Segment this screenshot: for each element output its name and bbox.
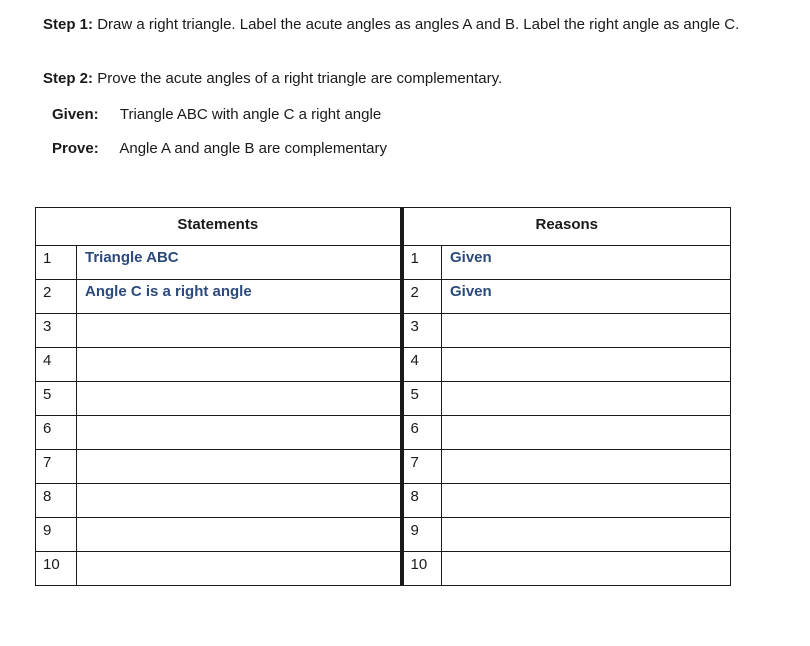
reason-cell[interactable] — [442, 518, 731, 552]
statements-header: Statements — [36, 208, 402, 246]
statement-cell[interactable] — [77, 348, 402, 382]
reason-number: 2 — [402, 280, 442, 314]
reason-cell[interactable] — [442, 382, 731, 416]
given-line — [52, 104, 381, 125]
step2-label: Step 2: — [43, 70, 94, 87]
statement-cell[interactable] — [77, 314, 402, 348]
prove-text: Angle A and angle B are complementary — [119, 140, 388, 157]
reason-cell[interactable] — [442, 314, 731, 348]
reason-number: 6 — [402, 416, 442, 450]
table-row — [36, 382, 731, 416]
reason-cell[interactable] — [442, 348, 731, 382]
statement-cell[interactable] — [77, 484, 402, 518]
step2-text: Prove the acute angles of a right triangle are complementary. — [97, 70, 503, 87]
reasons-header: Reasons — [402, 208, 731, 246]
reason-number: 4 — [402, 348, 442, 382]
statement-cell[interactable] — [77, 450, 402, 484]
proof-table-header-row — [36, 208, 731, 246]
reason-cell[interactable] — [442, 450, 731, 484]
reason-cell[interactable] — [442, 416, 731, 450]
statement-number: 10 — [36, 552, 77, 586]
prove-line — [52, 138, 387, 159]
statement-number: 1 — [36, 246, 77, 280]
reason-number: 8 — [402, 484, 442, 518]
reason-number: 7 — [402, 450, 442, 484]
reason-cell[interactable] — [442, 484, 731, 518]
given-text: Triangle ABC with angle C a right angle — [119, 106, 382, 123]
statement-number: 9 — [36, 518, 77, 552]
reason-number: 3 — [402, 314, 442, 348]
reason-number: 9 — [402, 518, 442, 552]
proof-table-body — [36, 246, 731, 586]
statement-number: 7 — [36, 450, 77, 484]
table-row — [36, 450, 731, 484]
statement-number: 2 — [36, 280, 77, 314]
table-row — [36, 416, 731, 450]
given-label: Given: — [52, 106, 99, 123]
reason-cell[interactable]: Given — [442, 246, 731, 280]
statement-cell[interactable] — [77, 416, 402, 450]
statement-cell[interactable]: Triangle ABC — [77, 246, 402, 280]
prove-label: Prove: — [52, 140, 99, 157]
step1-label: Step 1: — [43, 16, 94, 33]
reason-number: 5 — [402, 382, 442, 416]
table-row — [36, 314, 731, 348]
statement-cell[interactable] — [77, 552, 402, 586]
table-row — [36, 552, 731, 586]
reason-number: 10 — [402, 552, 442, 586]
step1-text: Draw a right triangle. Label the acute angles as angles A and B. Label the right angle as angle C. — [97, 16, 740, 33]
statement-cell[interactable]: Angle C is a right angle — [77, 280, 402, 314]
step2-instruction — [43, 68, 502, 89]
statement-number: 4 — [36, 348, 77, 382]
table-row — [36, 518, 731, 552]
statement-number: 6 — [36, 416, 77, 450]
statement-cell[interactable] — [77, 382, 402, 416]
proof-table — [35, 207, 731, 586]
table-row — [36, 246, 731, 280]
statement-number: 8 — [36, 484, 77, 518]
table-row — [36, 280, 731, 314]
reason-cell[interactable] — [442, 552, 731, 586]
step1-instruction — [43, 14, 763, 35]
statement-cell[interactable] — [77, 518, 402, 552]
statement-number: 5 — [36, 382, 77, 416]
table-row — [36, 484, 731, 518]
table-row — [36, 348, 731, 382]
statement-number: 3 — [36, 314, 77, 348]
reason-number: 1 — [402, 246, 442, 280]
reason-cell[interactable]: Given — [442, 280, 731, 314]
